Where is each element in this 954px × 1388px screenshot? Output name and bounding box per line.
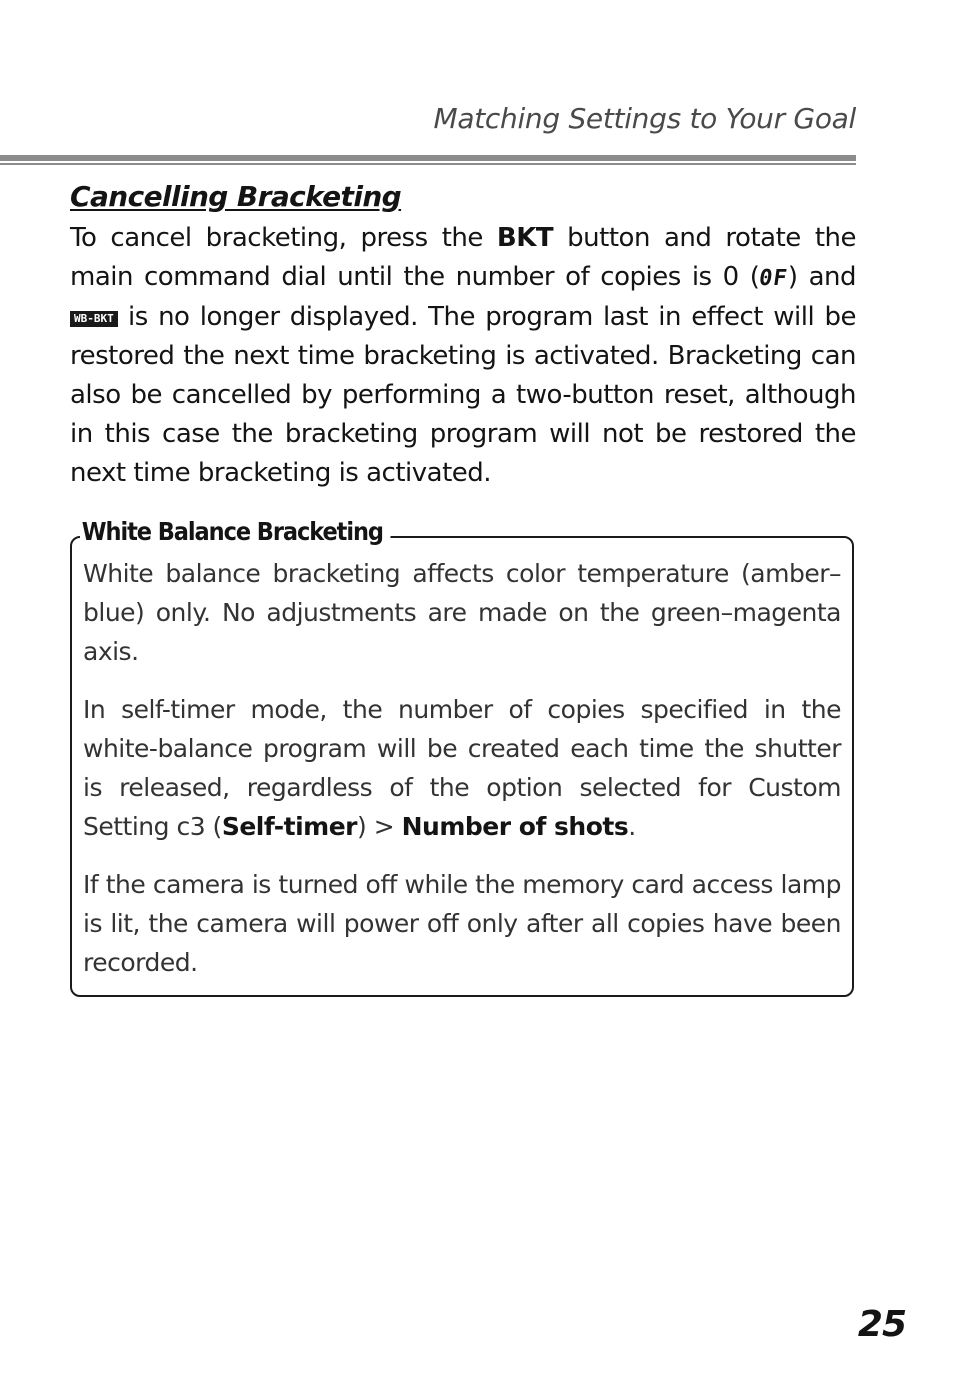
- menu-item-number-of-shots: Number of shots: [401, 812, 629, 841]
- section-body: [70, 219, 856, 493]
- note-paragraph: If the camera is turned off while the memory card access lamp is lit, the camera will power off only after all copies have been recorded.: [83, 870, 841, 977]
- wb-bkt-icon: WB-BKT: [70, 311, 118, 327]
- note-paragraph: [83, 690, 841, 846]
- text-run: ) >: [357, 812, 402, 841]
- note-body: [83, 554, 841, 1001]
- text-run: is no longer displayed. The program last in effect will be restored the next time bracketing is activated. Bracketing can also be cancelled by performing a two-button reset, although in this case the bracketing program will not be restored the next time bracketing is activated.: [70, 302, 856, 488]
- running-head-title: Matching Settings to Your Goal: [433, 102, 856, 135]
- cancel-paragraph: [70, 219, 856, 493]
- page-number: 25: [857, 1304, 906, 1345]
- text-run: ) and: [787, 262, 857, 292]
- note-title: White Balance Bracketing: [80, 517, 390, 546]
- text-run: To cancel bracketing, press the: [70, 223, 497, 253]
- text-run: button and rotate the main command dial until the number of copies is 0 (: [70, 223, 856, 292]
- header-rule: [0, 155, 856, 161]
- section-title: Cancelling Bracketing: [70, 180, 402, 213]
- text-run: .: [628, 812, 636, 841]
- note-paragraph: White balance bracketing affects color temperature (amber–blue) only. No adjustments are made on the green–magenta axis.: [83, 559, 841, 666]
- text-run: In self-timer mode, the number of copies specified in the white-balance program will be created each time the shutter is released, regardless of the option selected for Custom Setting c3 (: [83, 695, 841, 841]
- off-display-icon: 0F: [757, 266, 790, 291]
- menu-item-self-timer: Self-timer: [221, 812, 358, 841]
- bkt-button-label: BKT: [496, 223, 554, 253]
- header-rule-thin: [0, 163, 856, 165]
